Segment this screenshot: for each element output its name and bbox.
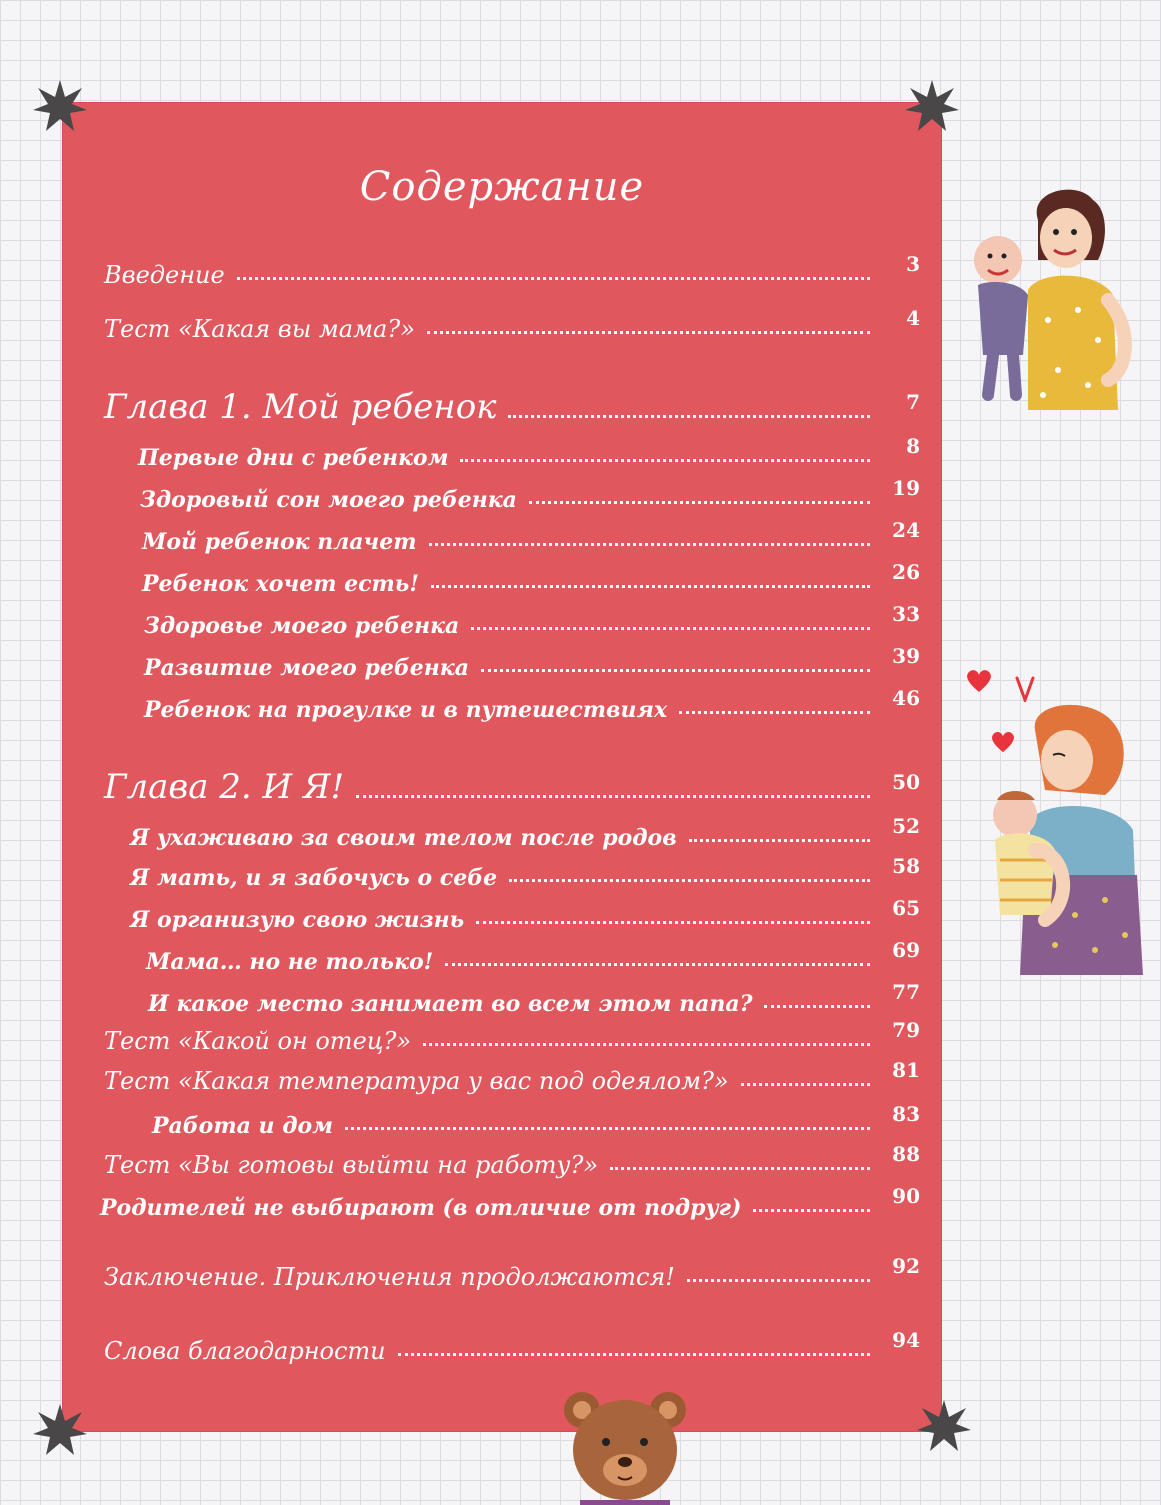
toc-entry-page: 58 <box>892 854 920 878</box>
toc-dot-leader <box>445 963 870 966</box>
toc-entry-page: 7 <box>906 390 920 414</box>
toc-entry-label: Глава 1. Мой ребенок <box>104 386 497 427</box>
toc-entry-label: Ребенок на прогулке и в путешествиях <box>144 696 668 723</box>
toc-entry[interactable] <box>62 810 942 850</box>
star-icon <box>904 78 960 134</box>
toc-dot-leader <box>481 669 870 672</box>
toc-entry-page: 39 <box>892 644 920 668</box>
heart-icon <box>965 668 993 698</box>
toc-dot-leader <box>471 627 870 630</box>
toc-entry-page: 90 <box>892 1184 920 1208</box>
toc-entry[interactable] <box>62 766 942 806</box>
toc-dot-leader <box>476 921 870 924</box>
toc-entry-page: 50 <box>892 770 920 794</box>
toc-entry-page: 94 <box>892 1328 920 1352</box>
toc-entry-label: Здоровье моего ребенка <box>144 612 460 639</box>
toc-entry[interactable] <box>62 302 942 342</box>
toc-entry[interactable] <box>62 598 942 638</box>
toc-entry-label: Я организую свою жизнь <box>130 906 465 933</box>
toc-entry-label: Я мать, и я забочусь о себе <box>130 864 498 891</box>
mother-baby-illustration <box>975 700 1150 980</box>
toc-entry[interactable] <box>62 556 942 596</box>
toc-dot-leader <box>529 501 870 504</box>
toc-entry-page: 65 <box>892 896 920 920</box>
toc-dot-leader <box>398 1353 870 1356</box>
toc-entry-label: И какое место занимает во всем этом папа? <box>148 990 753 1017</box>
toc-entry[interactable] <box>62 892 942 932</box>
toc-dot-leader <box>460 459 870 462</box>
toc-entry-page: 19 <box>892 476 920 500</box>
toc-entry-page: 79 <box>892 1018 920 1042</box>
toc-entry-label: Развитие моего ребенка <box>144 654 469 681</box>
toc-card <box>62 102 942 1432</box>
toc-title: Содержание <box>359 164 645 210</box>
toc-entry-label: Заключение. Приключения продолжаются! <box>104 1262 675 1291</box>
toc-entry-page: 33 <box>892 602 920 626</box>
toc-entry-label: Слова благодарности <box>104 1336 386 1365</box>
toc-entry-page: 77 <box>892 980 920 1004</box>
toc-entry-label: Мама… но не только! <box>146 948 434 975</box>
toc-entry-page: 24 <box>892 518 920 542</box>
toc-entry-label: Работа и дом <box>152 1112 334 1139</box>
toc-entry-label: Тест «Какой он отец?» <box>104 1026 412 1055</box>
toc-entry-label: Тест «Какая вы мама?» <box>104 314 415 343</box>
toc-entry[interactable] <box>62 514 942 554</box>
toc-dot-leader <box>423 1043 870 1046</box>
toc-entry[interactable] <box>62 386 942 426</box>
toc-dot-leader <box>689 839 870 842</box>
toc-entry-page: 46 <box>892 686 920 710</box>
star-icon <box>32 78 88 134</box>
toc-entry[interactable] <box>62 1054 942 1094</box>
toc-entry-label: Родителей не выбирают (в отличие от подруг) <box>100 1194 742 1221</box>
toc-dot-leader <box>764 1005 870 1008</box>
toc-entry[interactable] <box>62 1098 942 1138</box>
toc-entry-label: Первые дни с ребенком <box>138 444 449 471</box>
toc-entry[interactable] <box>62 1324 942 1364</box>
toc-entry-label: Здоровый сон моего ребенка <box>140 486 517 513</box>
toc-entry[interactable] <box>62 1180 942 1220</box>
star-icon <box>916 1398 972 1454</box>
toc-entry-label: Глава 2. И Я! <box>104 766 345 807</box>
toc-entry-page: 69 <box>892 938 920 962</box>
toc-entry-label: Ребенок хочет есть! <box>142 570 419 597</box>
toc-entry-page: 4 <box>906 306 920 330</box>
toc-entry[interactable] <box>62 640 942 680</box>
toc-dot-leader <box>427 331 870 334</box>
toc-entry-page: 3 <box>906 252 920 276</box>
toc-entry[interactable] <box>62 1014 942 1054</box>
toc-dot-leader <box>679 711 870 714</box>
toc-entry-page: 52 <box>892 814 920 838</box>
toc-entry-label: Я ухаживаю за своим телом после родов <box>130 824 677 851</box>
toc-dot-leader <box>431 585 870 588</box>
toc-dot-leader <box>753 1209 870 1212</box>
toc-entry-page: 81 <box>892 1058 920 1082</box>
toc-dot-leader <box>237 277 870 280</box>
toc-dot-leader <box>356 795 870 798</box>
toc-dot-leader <box>429 543 870 546</box>
mother-baby-illustration <box>968 180 1148 430</box>
toc-entry-page: 26 <box>892 560 920 584</box>
toc-dot-leader <box>741 1083 870 1086</box>
toc-entry-label: Тест «Вы готовы выйти на работу?» <box>104 1150 599 1179</box>
toc-entry[interactable] <box>62 976 942 1016</box>
toc-entry-page: 8 <box>906 434 920 458</box>
toc-entry[interactable] <box>62 472 942 512</box>
star-icon <box>32 1402 88 1458</box>
toc-entry-page: 83 <box>892 1102 920 1126</box>
toc-entry[interactable] <box>62 248 942 288</box>
toc-entry[interactable] <box>62 430 942 470</box>
toc-dot-leader <box>345 1127 870 1130</box>
toc-dot-leader <box>610 1167 870 1170</box>
toc-dot-leader <box>508 415 870 418</box>
toc-dot-leader <box>687 1279 870 1282</box>
teddy-bear-illustration <box>560 1382 690 1505</box>
toc-entry[interactable] <box>62 1250 942 1290</box>
toc-entry-page: 92 <box>892 1254 920 1278</box>
toc-entry[interactable] <box>62 934 942 974</box>
toc-entry-label: Введение <box>104 260 225 289</box>
toc-entry-label: Мой ребенок плачет <box>142 528 417 555</box>
toc-entry-label: Тест «Какая температура у вас под одеялом?» <box>104 1066 729 1095</box>
toc-entry[interactable] <box>62 850 942 890</box>
toc-entry[interactable] <box>62 1138 942 1178</box>
toc-entry-page: 88 <box>892 1142 920 1166</box>
toc-dot-leader <box>509 879 870 882</box>
toc-entry[interactable] <box>62 682 942 722</box>
